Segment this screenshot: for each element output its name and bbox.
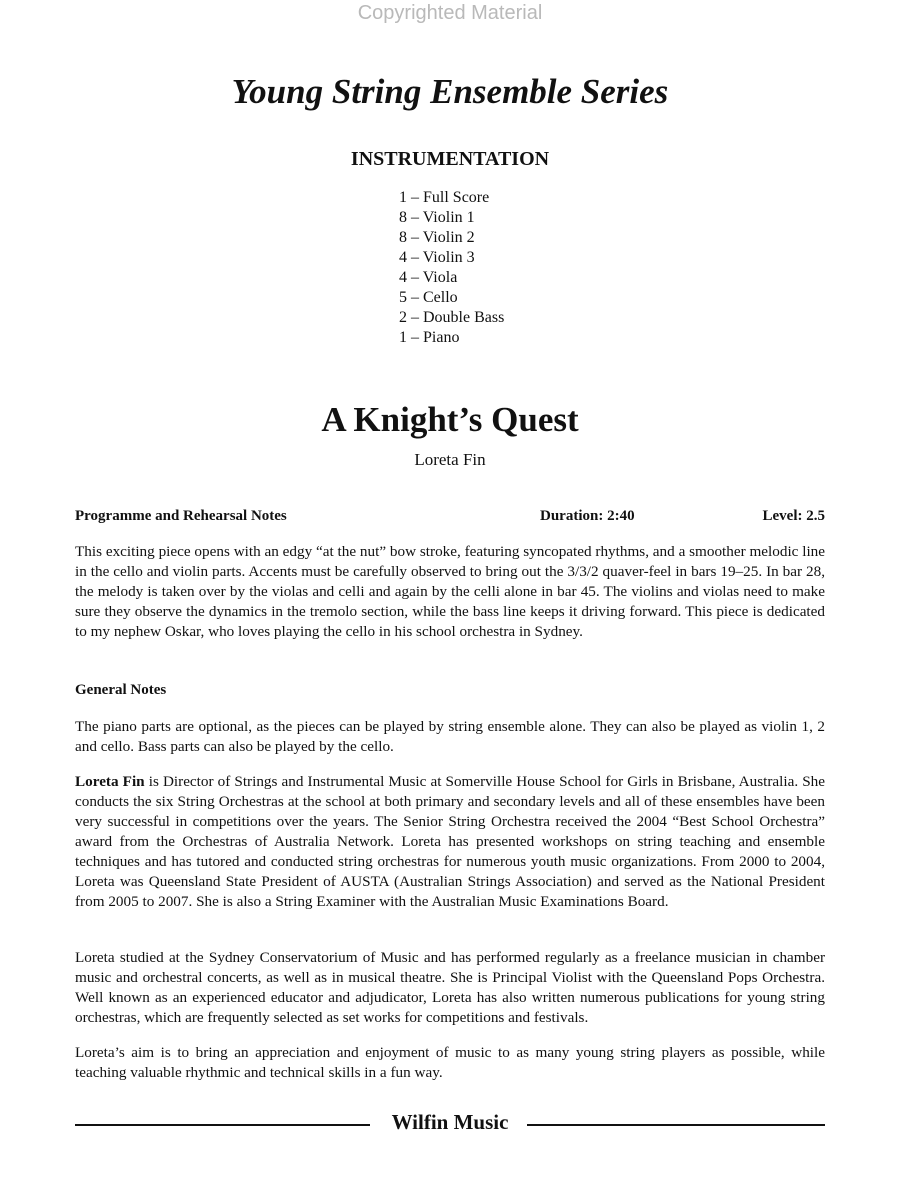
instrumentation-item: 8 – Violin 2 xyxy=(399,229,475,246)
programme-header-row xyxy=(75,508,825,525)
bio-text: is Director of Strings and Instrumental Music at Somerville House School for Girls in Brisbane, Australia. She conducts the six String Orchestras at the school at both primary and secondary levels and all of these ensembles have been very successful in competitions over the years. The Senior String Orchestra received the 2004 “Best School Orchestra” award from the Orchestras of Australia Network. Loreta has presented workshops on string teaching and ensemble techniques and has tutored and conducted string orchestras for numerous youth music organizations. From 2000 to 2004, Loreta was Queensland State President of AUSTA (Australian Strings Association) and served as the National President from 2005 to 2007. She is also a String Examiner with the Australian Music Examinations Board. xyxy=(75,773,825,910)
bio-paragraph-2: Loreta studied at the Sydney Conservatorium of Music and has performed regularly as a freelance musician in chamber music and orchestral concerts, as well as in musical theatre. She is Principal Violist with the Queensland Pops Orchestra. Well known as an experienced educator and adjudicator, Loreta has also written numerous publications for young string orchestras, which are frequently selected as set works for competitions and festivals. xyxy=(75,949,825,1026)
series-title: Young String Ensemble Series xyxy=(231,72,669,111)
instrumentation-item: 8 – Violin 1 xyxy=(399,209,475,226)
general-notes-text: The piano parts are optional, as the pieces can be played by string ensemble alone. They can also be played as violin 1, 2 and cello. Bass parts can also be played by the cello. xyxy=(75,718,825,755)
composer-bio-paragraph xyxy=(75,772,825,912)
instrumentation-list xyxy=(399,188,504,348)
instrumentation-item: 1 – Full Score xyxy=(399,189,490,206)
instrumentation-item: 4 – Viola xyxy=(399,269,458,286)
instrumentation-item: 5 – Cello xyxy=(399,289,458,306)
general-notes-heading: General Notes xyxy=(75,682,167,698)
bio-paragraph-3: Loreta’s aim is to bring an appreciation and enjoyment of music to as many young string players as possible, while teaching valuable rhythmic and technical skills in a fun way. xyxy=(75,1044,825,1081)
instrumentation-item: 2 – Double Bass xyxy=(399,309,505,326)
instrumentation-item: 1 – Piano xyxy=(399,329,460,346)
footer-rule-right xyxy=(527,1124,825,1126)
duration-label: Duration: 2:40 xyxy=(540,508,635,524)
publisher-footer xyxy=(75,1110,825,1140)
publisher-name: Wilfin Music xyxy=(391,1110,509,1134)
programme-notes-text: This exciting piece opens with an edgy “at the nut” bow stroke, featuring syncopated rhythms, and a smoother melodic line in the cello and violin parts. Accents must be carefully observed to bring out the 3/3/2 quaver-feel in bars 19–25. In bar 28, the melody is taken over by the violas and celli and again by the celli alone in bar 45. The violins and violas need to make sure they observe the dynamics in the tremolo section, while the bass line keeps it driving forward. This piece is dedicated to my nephew Oskar, who loves playing the cello in his school orchestra in Sydney. xyxy=(75,543,825,640)
level-label: Level: 2.5 xyxy=(762,508,825,524)
composer-name: Loreta Fin xyxy=(414,450,486,469)
programme-heading: Programme and Rehearsal Notes xyxy=(75,508,287,524)
instrumentation-item: 4 – Violin 3 xyxy=(399,249,475,266)
copyright-watermark: Copyrighted Material xyxy=(357,2,543,24)
bio-name: Loreta Fin xyxy=(75,773,145,790)
piece-title: A Knight’s Quest xyxy=(321,400,579,439)
instrumentation-heading: INSTRUMENTATION xyxy=(350,148,550,170)
